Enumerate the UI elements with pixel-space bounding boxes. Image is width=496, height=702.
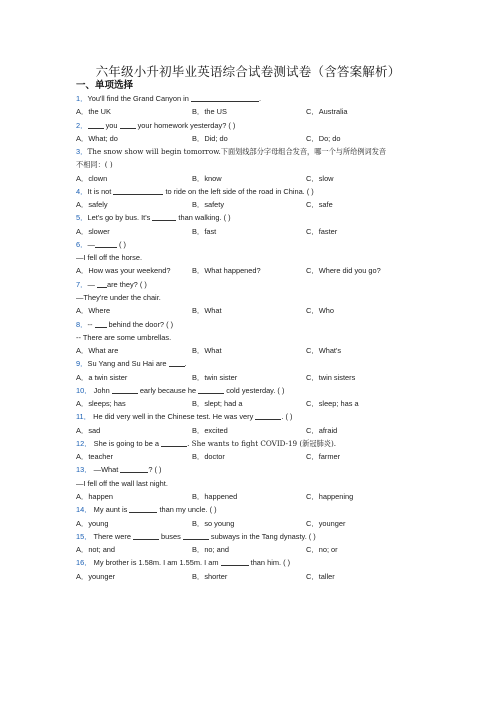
question-text: buses [158, 531, 183, 541]
answer-option[interactable]: C．taller [306, 571, 335, 581]
question-stem [76, 185, 421, 198]
answer-blank [97, 279, 107, 288]
question-stem [76, 463, 421, 476]
question-stem [76, 238, 421, 251]
page-title: 六年级小升初毕业英语综合试卷测试卷（含答案解析） [95, 64, 401, 79]
option-row [76, 132, 421, 145]
question-text: It is not [87, 186, 114, 196]
answer-option[interactable]: A．clown [76, 173, 108, 183]
answer-option[interactable]: C．afraid [306, 425, 338, 435]
option-row [76, 517, 421, 530]
answer-option[interactable]: C．What's [306, 346, 342, 356]
question-text: -- [87, 319, 95, 329]
question-number: 3． [76, 147, 88, 157]
question-number: 5． [76, 213, 88, 223]
option-row [76, 344, 421, 357]
question-continuation [76, 477, 421, 490]
answer-option[interactable]: A．sleeps; has [76, 399, 126, 409]
question-text: than him. ( ) [248, 558, 291, 568]
answer-blank [255, 411, 281, 420]
answer-blank [88, 120, 104, 129]
answer-option[interactable]: C．Do; do [306, 133, 341, 143]
option-row [76, 397, 421, 410]
answer-option[interactable]: C．faster [306, 226, 338, 236]
question-stem [76, 530, 421, 543]
answer-option[interactable]: B．the US [192, 107, 227, 117]
answer-option[interactable]: C．twin sisters [306, 372, 356, 382]
question-number: 8． [76, 319, 88, 329]
question-continuation [76, 331, 421, 344]
question-text: than walking. ( ) [176, 213, 231, 223]
question-text: ? ( ) [148, 465, 162, 475]
option-row [76, 198, 421, 211]
answer-blank [113, 186, 163, 195]
answer-blank [95, 319, 107, 328]
answer-option[interactable]: B．know [192, 173, 222, 183]
section-heading: 一、单项选择 [76, 80, 134, 91]
question-number: 13． [76, 465, 92, 475]
answer-option[interactable]: B．so young [192, 518, 235, 528]
question-text: 不相同：( ) [76, 160, 113, 170]
answer-option[interactable]: B．excited [192, 425, 228, 435]
question-text: The snow show will begin tomorrow.下面划线部分字母组合发音，哪一个与所给例词发音 [87, 147, 387, 157]
answer-option[interactable]: B．no; and [192, 545, 229, 555]
question-text: . [184, 359, 187, 369]
question-text: Su Yang and Su Hai are [87, 359, 169, 369]
question-text: subways in the Tang dynasty. ( ) [208, 531, 316, 541]
answer-option[interactable]: C．safe [306, 200, 333, 210]
question-text: —What [91, 465, 121, 475]
answer-option[interactable]: A．the UK [76, 107, 111, 117]
answer-option[interactable]: B．slept; had a [192, 399, 243, 409]
question-stem [76, 556, 421, 569]
answer-option[interactable]: C．Where did you go? [306, 266, 381, 276]
option-row [76, 225, 421, 238]
question-text: —I fell off the wall last night. [76, 478, 168, 488]
question-text: are they? ( ) [106, 279, 147, 289]
answer-option[interactable]: A．teacher [76, 452, 113, 462]
question-text: My aunt is [91, 505, 130, 515]
answer-option[interactable]: B．twin sister [192, 372, 238, 382]
question-stem [76, 211, 421, 224]
question-stem [76, 318, 421, 331]
answer-option[interactable]: A．Where [76, 306, 111, 316]
answer-blank [169, 358, 185, 367]
answer-option[interactable]: C．younger [306, 518, 346, 528]
answer-option[interactable]: B．happened [192, 491, 238, 501]
question-text: — [87, 279, 97, 289]
answer-option[interactable]: C．farmer [306, 452, 341, 462]
question-number: 9． [76, 359, 88, 369]
option-row [76, 304, 421, 317]
question-text: You'll find the Grand Canyon in [87, 94, 191, 103]
question-number: 2． [76, 120, 88, 130]
question-number: 4． [76, 186, 88, 196]
answer-option[interactable]: C．sleep; has a [306, 399, 359, 409]
answer-option[interactable]: B．What [192, 346, 222, 356]
question-stem [76, 145, 421, 158]
answer-option[interactable]: C．Australia [306, 107, 348, 117]
answer-option[interactable]: A．sad [76, 425, 101, 435]
answer-option[interactable]: A．younger [76, 571, 116, 581]
option-row [76, 543, 421, 556]
question-number: 1． [76, 94, 88, 103]
answer-option[interactable]: C．Who [306, 306, 334, 316]
question-text: He did very well in the Chinese test. He was very [91, 412, 256, 422]
question-continuation [76, 251, 421, 264]
question-text: . [258, 94, 262, 103]
option-row [76, 570, 421, 583]
question-text: -- There are some umbrellas. [76, 332, 172, 342]
answer-blank [161, 438, 187, 447]
question-text: —I fell off the horse. [76, 253, 143, 263]
answer-option[interactable]: B．shorter [192, 571, 228, 581]
option-row [76, 490, 421, 503]
question-text: to ride on the left side of the road in China. ( ) [163, 186, 314, 196]
answer-blank [183, 531, 209, 540]
question-stem [76, 92, 421, 105]
question-text: than my uncle. ( ) [157, 505, 217, 515]
question-number: 12． [76, 438, 92, 448]
question-stem [76, 278, 421, 291]
answer-option[interactable]: A．a twin sister [76, 372, 128, 382]
question-number: 6． [76, 239, 88, 249]
answer-option[interactable]: A．young [76, 518, 109, 528]
answer-option[interactable]: A．safely [76, 200, 108, 210]
option-row [76, 424, 421, 437]
answer-option[interactable]: C．slow [306, 173, 334, 183]
question-text: —They're under the chair. [76, 292, 161, 302]
question-text: your homework yesterday? ( ) [135, 120, 236, 130]
answer-option[interactable]: B．safety [192, 200, 225, 210]
question-stem [76, 437, 421, 450]
question-number: 14． [76, 505, 92, 515]
question-text: She is going to be a [91, 438, 162, 448]
question-stem [76, 119, 421, 132]
question-text: behind the door? ( ) [106, 319, 174, 329]
question-stem [76, 384, 421, 397]
question-text: My brother is 1.58m. I am 1.55m. I am [91, 558, 221, 568]
question-text: There were [91, 531, 133, 541]
option-row [76, 172, 421, 185]
option-row [76, 264, 421, 277]
answer-blank [152, 212, 176, 221]
answer-blank [198, 385, 224, 394]
question-text: John [91, 385, 112, 395]
answer-blank [191, 93, 262, 103]
question-number: 15． [76, 531, 92, 541]
answer-blank [120, 120, 136, 129]
answer-option[interactable]: B．What happened? [192, 266, 261, 276]
answer-option[interactable]: C．happening [306, 491, 354, 501]
question-continuation [76, 158, 421, 171]
question-list [76, 92, 421, 583]
question-number: 16． [76, 558, 92, 568]
question-text: you [103, 120, 120, 130]
question-number: 10． [76, 385, 92, 395]
question-text: early because he [137, 385, 199, 395]
answer-option[interactable]: A．not; and [76, 545, 116, 555]
question-continuation [76, 291, 421, 304]
answer-option[interactable]: B．fast [192, 226, 217, 236]
answer-blank [120, 464, 148, 473]
answer-option[interactable]: A．happen [76, 491, 113, 501]
answer-option[interactable]: B．Did; do [192, 133, 228, 143]
question-stem [76, 357, 421, 370]
answer-blank [129, 504, 157, 513]
answer-option[interactable]: A．slower [76, 226, 110, 236]
question-stem [76, 410, 421, 423]
answer-blank [112, 385, 138, 394]
question-text: . She wants to fight COVID-19 (新冠肺炎). [187, 438, 337, 448]
question-text: . ( ) [281, 412, 293, 422]
question-number: 11． [76, 412, 92, 422]
answer-blank [95, 239, 117, 248]
option-row [76, 105, 421, 118]
question-text: cold yesterday. ( ) [224, 385, 285, 395]
answer-option[interactable]: C．no; or [306, 545, 338, 555]
answer-option[interactable]: B．What [192, 306, 222, 316]
answer-blank [221, 557, 249, 566]
question-text: ( ) [116, 239, 126, 249]
option-row [76, 450, 421, 463]
question-number: 7． [76, 279, 88, 289]
answer-blank [133, 531, 159, 540]
question-stem [76, 503, 421, 516]
answer-option[interactable]: A．What; do [76, 133, 118, 143]
question-text: — [87, 239, 95, 249]
question-text: Let's go by bus. It's [87, 213, 153, 223]
answer-option[interactable]: A．What are [76, 346, 119, 356]
option-row [76, 371, 421, 384]
answer-option[interactable]: B．doctor [192, 452, 225, 462]
answer-option[interactable]: A．How was your weekend? [76, 266, 171, 276]
